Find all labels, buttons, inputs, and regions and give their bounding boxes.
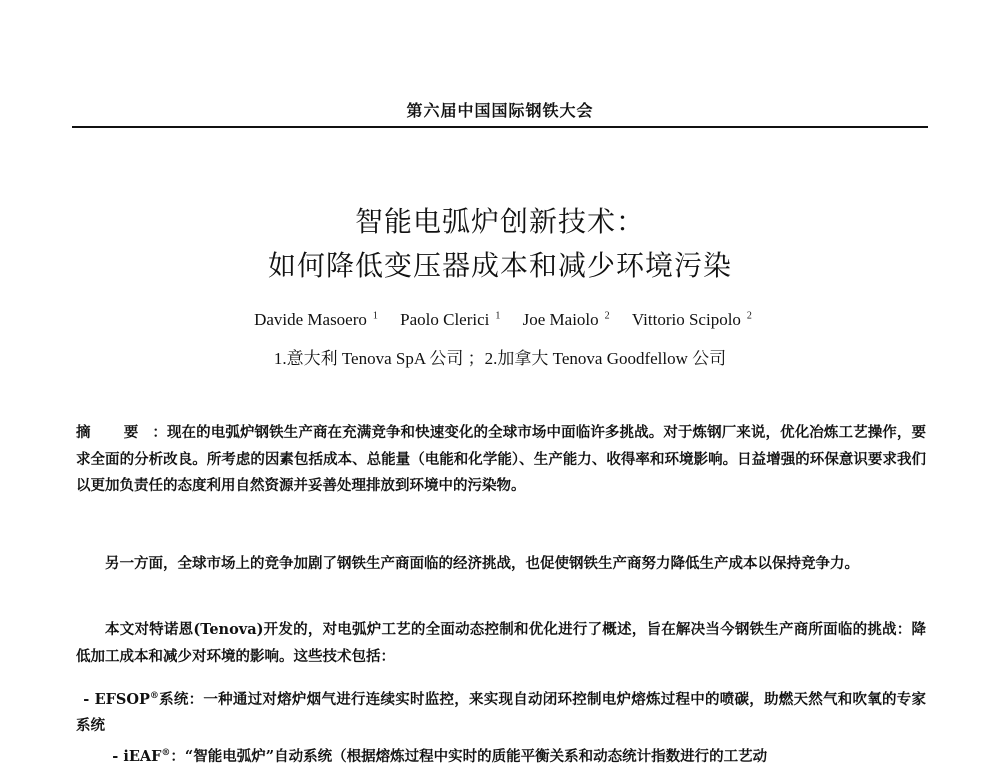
list-item-ieaf: - iEAF®：“智能电弧炉”自动系统（根据熔炼过程中实时的质能平衡关系和动态统计指数进行的工艺动 (112, 747, 768, 765)
author: Paolo Clerici $^1$ (400, 310, 501, 329)
paragraph: 本文对特诺恩(Tenova)开发的，对电弧炉工艺的全面动态控制和优化进行了概述，旨在解决当今钢铁生产商所面临的挑战：降低加工成本和减少对环境的影响。这些技术包括： (76, 621, 926, 665)
abstract-label: 摘 要 (76, 424, 153, 441)
author: Vittorio Scipolo $^2$ (631, 310, 752, 329)
author-list (0, 310, 1000, 330)
paper-title-line2: 如何降低变压器成本和减少环境污染 (267, 249, 732, 282)
header-rule (72, 126, 928, 128)
author: Davide Masoero $^1$ (254, 310, 378, 329)
conference-header: 第六届中国国际钢铁大会 (406, 101, 594, 120)
author: Joe Maiolo $^2$ (522, 310, 610, 329)
affiliations: 1.意大利 Tenova SpA 公司 ；2.加拿大 Tenova Goodfellow 公司 (273, 349, 727, 368)
abstract (76, 420, 926, 500)
paragraph: 另一方面，全球市场上的竞争加剧了钢铁生产商面临的经济挑战，也促使钢铁生产商努力降低生产成本以保持竞争力。 (105, 555, 859, 572)
abstract-text: ：现在的电弧炉钢铁生产商在充满竞争和快速变化的全球市场中面临许多挑战。对于炼钢厂来说，优化冶炼工艺操作，要求全面的分析改良。所考虑的因素包括成本、总能量（电能和化学能）、生产能力、收得率和环境影响。日益增强的环保意识要求我们以更加负责任的态度利用自然资源并妥善处理排放到环境中的污染物。 (76, 424, 926, 494)
list-item-efsop: - EFSOP®系统：一种通过对熔炉烟气进行连续实时监控，来实现自动闭环控制电炉熔炼过程中的喷碳，助燃天然气和吹氧的专家系统 (76, 690, 926, 735)
paper-title-line1: 智能电弧炉创新技术： (354, 205, 645, 238)
